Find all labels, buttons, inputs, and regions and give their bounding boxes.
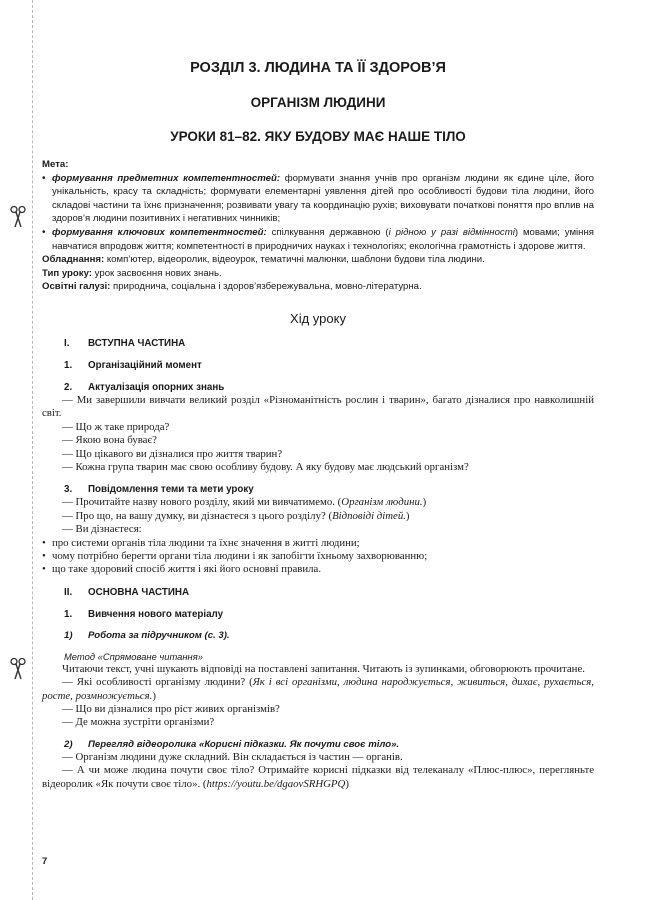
line-text: — Які особливості організму людини? ( <box>62 676 253 689</box>
step-heading <box>42 608 594 621</box>
lesson-type <box>42 267 594 281</box>
goal-item-text: спілкування державною ( <box>266 226 389 238</box>
dialogue-block <box>42 394 594 474</box>
equipment-text: комп’ютер, відеоролик, відеоурок, тематичні малюнки, шаблони будови тіла людини. <box>104 254 485 266</box>
lesson-type-label: Тип уроку: <box>42 267 92 279</box>
part-heading <box>42 337 594 350</box>
dialogue-line: — Що ж таке природа? <box>62 420 170 433</box>
step-number: 2. <box>64 381 73 393</box>
line-italic: Організм людини. <box>341 496 423 509</box>
line-italic: Відповіді дітей. <box>332 509 406 522</box>
education-fields <box>42 280 594 294</box>
goal-label: Мета: <box>42 159 69 170</box>
line-text: — А чи може людина почути своє тіло? Отримайте корисні підказки від телеканалу «Плюс-плюс», перегляньте відеоролик «Як почути своє тіло». ( <box>42 764 594 790</box>
section-title: РОЗДІЛ 3. ЛЮДИНА ТА ЇЇ ЗДОРОВ’Я <box>190 60 446 76</box>
task-number: 1) <box>64 629 73 641</box>
part-title: ОСНОВНА ЧАСТИНА <box>88 586 190 598</box>
step-heading <box>42 381 594 394</box>
task-title: Робота за підручником (с. 3). <box>88 629 230 641</box>
task-heading <box>42 738 594 751</box>
equipment-label: Обладнання: <box>42 254 105 266</box>
lesson-title: УРОКИ 81–82. ЯКУ БУДОВУ МАЄ НАШЕ ТІЛО <box>170 129 466 144</box>
task-title: Перегляд відеоролика «Корисні підказки. Як почути своє тіло». <box>88 738 400 750</box>
step-heading <box>42 359 594 372</box>
scissors-icon <box>8 657 28 681</box>
page-number: 7 <box>42 856 48 867</box>
list-item: • про системи органів тіла людини та їхнє значення в житті людини; <box>42 537 594 550</box>
part-title: ВСТУПНА ЧАСТИНА <box>88 337 186 349</box>
goal-list <box>42 172 594 254</box>
dialogue-line: — Кожна група тварин має свою особливу будову. А яку будову має людський організм? <box>62 460 469 473</box>
dialogue-block <box>42 751 594 791</box>
dialogue-line <box>42 496 594 509</box>
task-number: 2) <box>64 738 73 750</box>
method-label: Метод «Спрямоване читання» <box>64 650 203 662</box>
line-text: — Прочитайте назву нового розділу, який ми вивчатимемо. ( <box>62 496 342 509</box>
task-heading <box>42 629 594 642</box>
goal-item-text: ) мовами; уміння навчатися впродовж життя; компетентності в природничих науках і технологіях; екологічна грамотність і здорове життя. <box>52 226 594 252</box>
line-text: ) <box>345 777 349 790</box>
step-title: Вивчення нового матеріалу <box>88 608 224 620</box>
line-text: — Про що, на вашу думку, ви дізнаєтеся з цього розділу? ( <box>62 509 333 522</box>
subsection-title: ОРГАНІЗМ ЛЮДИНИ <box>250 95 386 110</box>
video-link: https://youtu.be/dgaovSRHGPQ <box>206 777 346 790</box>
paragraph: Читаючи текст, учні шукають відповіді на поставлені запитання. Читають із зупинками, обговорюють прочитане. <box>62 662 585 675</box>
step-heading <box>42 483 594 496</box>
line-text: ) <box>152 689 156 702</box>
step-number: 3. <box>64 484 73 496</box>
line-text: ) <box>422 496 427 509</box>
education-fields-text: природнича, соціальна і здоров’язбережувальна, мовно-літературна. <box>110 281 422 293</box>
education-fields-label: Освітні галузі: <box>42 281 111 293</box>
dialogue-line: — Якою вона буває? <box>62 434 157 447</box>
dialogue-line: — Організм людини дуже складний. Він складається із частин — органів. <box>62 750 403 763</box>
step-title: Актуалізація опорних знань <box>88 381 225 393</box>
goal-item <box>42 172 594 226</box>
dialogue-block <box>42 663 594 730</box>
lesson-type-text: урок засвоєння нових знань. <box>92 267 222 279</box>
page-content <box>42 58 594 791</box>
step-title: Повідомлення теми та мети уроку <box>88 484 254 496</box>
bullet-list <box>42 537 594 577</box>
goal-item-lead: формування предметних компетентностей: <box>52 172 281 184</box>
goal-item-italic: і рідною у разі відмінності <box>388 226 515 238</box>
list-item: • чому потрібно берегти органи тіла людини і як запобігти їхньому захворюванню; <box>42 550 594 563</box>
part-number: I. <box>64 337 70 349</box>
course-heading: Хід уроку <box>290 310 346 326</box>
dialogue-line: — Де можна зустріти організми? <box>62 716 215 729</box>
goal-item-text: формувати знання учнів про організм людини як єдине ціле, його унікальність, красу та складність; формувати елементарні уявлення дітей про особливості будови тіла людини, його складові частини та їхнє призначення; розвивати увагу та координацію рухів; виховувати початкові поняття про вплив на здоров’я людини позитивних і негативних чинників; <box>52 172 595 225</box>
line-italic: Як і всі організми, людина народжується, живиться, дихає, рухається, росте, розмножується. <box>42 676 594 702</box>
dialogue-line: — Ви дізнаєтеся: <box>62 523 142 536</box>
part-heading <box>42 586 594 599</box>
dialogue-line: — Ми завершили вивчати великий розділ «Різноманітність рослин і тварин», багато дізналися про навколишній світ. <box>42 393 594 420</box>
step-number: 1. <box>64 359 73 371</box>
equipment <box>42 253 594 267</box>
list-item: • що таке здоровий спосіб життя і які його основні правила. <box>42 563 594 576</box>
dialogue-line <box>42 510 594 523</box>
line-text: ) <box>405 509 410 522</box>
goal-item-lead: формування ключових компетентностей: <box>52 226 267 238</box>
scissors-icon <box>8 205 28 229</box>
dialogue-line: — Що цікавого ви дізналися про життя тварин? <box>62 447 283 460</box>
dialogue-line <box>42 676 594 703</box>
cut-line <box>32 0 33 900</box>
lesson-meta <box>42 158 594 294</box>
goal-item <box>42 226 594 253</box>
step-title: Організаційний момент <box>88 359 202 371</box>
step-number: 1. <box>64 608 73 620</box>
part-number: II. <box>64 586 73 598</box>
dialogue-block <box>42 496 594 576</box>
dialogue-line: — Що ви дізналися про ріст живих організмів? <box>62 703 280 716</box>
dialogue-line <box>42 764 594 791</box>
